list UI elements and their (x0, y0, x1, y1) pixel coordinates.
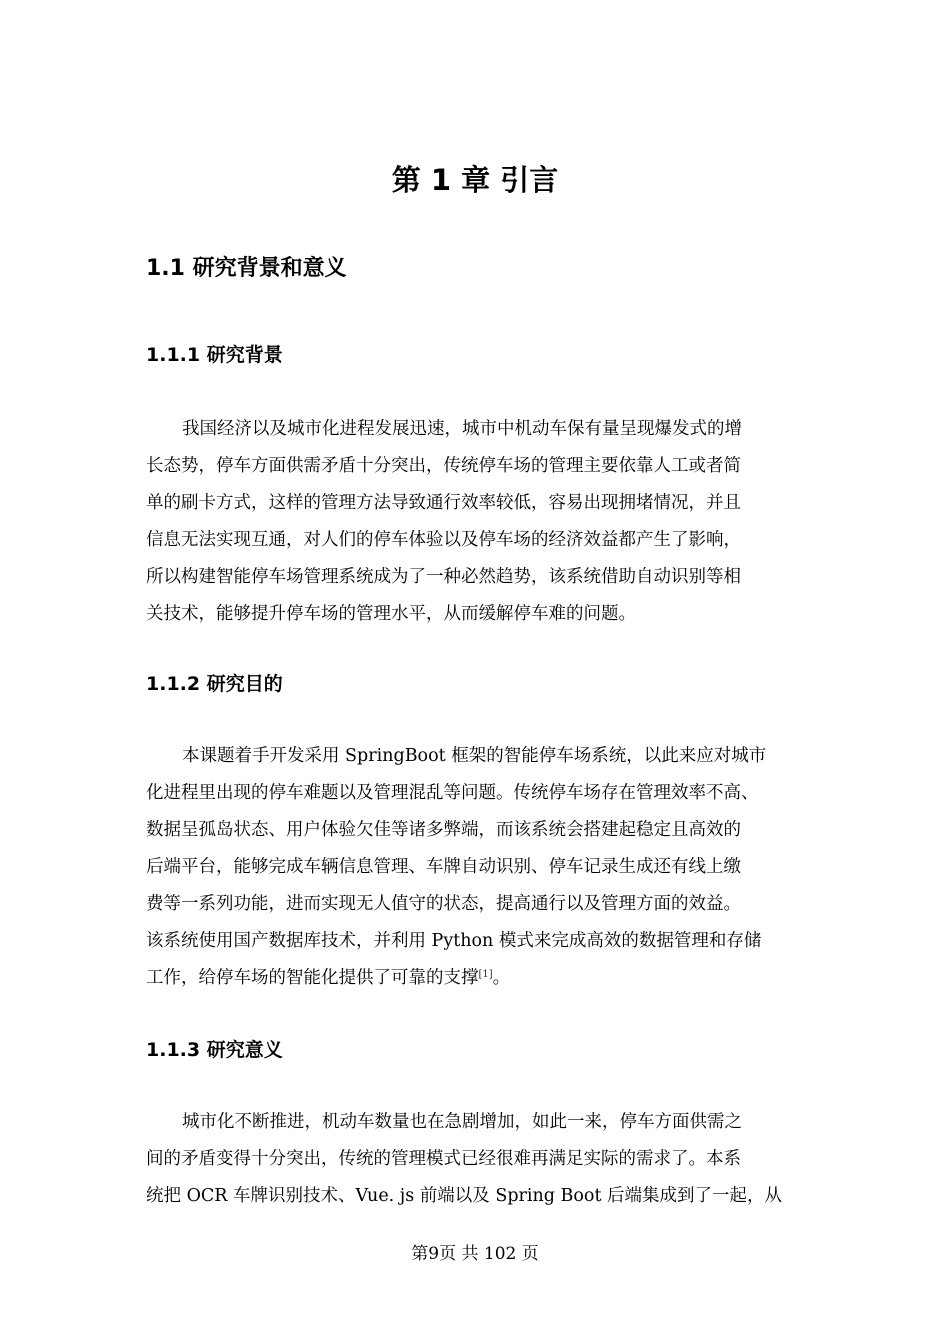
paragraph-line-last (146, 960, 806, 997)
chapter-title: 第 1 章 引言 (391, 163, 559, 197)
paragraph-line: 费等一系列功能，进而实现无人值守的状态，提高通行以及管理方面的效益。 (146, 894, 741, 914)
paragraph-line: 化进程里出现的停车难题以及管理混乱等问题。传统停车场存在管理效率不高、 (146, 783, 759, 803)
paragraph-line: 数据呈孤岛状态、用户体验欠佳等诸多弊端，而该系统会搭建起稳定且高效的 (146, 820, 741, 840)
paragraph-significance (146, 1104, 806, 1215)
paragraph-line: 后端平台，能够完成车辆信息管理、车牌自动识别、停车记录生成还有线上缴 (146, 857, 741, 877)
paragraph-line: 城市化不断推进，机动车数量也在急剧增加，如此一来，停车方面供需之 (182, 1112, 742, 1132)
paragraph-line-end: 。 (492, 968, 511, 988)
paragraph-line: 统把 OCR 车牌识别技术、Vue. js 前端以及 Spring Boot 后端集成到了一起，从 (146, 1186, 783, 1206)
paragraph-line: 所以构建智能停车场管理系统成为了一种必然趋势，该系统借助自动识别等相 (146, 567, 741, 587)
page-footer: 第9页 共 102 页 (411, 1244, 539, 1264)
subsection-title-purpose: 1.1.2 研究目的 (146, 673, 283, 695)
citation-ref[interactable]: [1] (478, 969, 493, 980)
paragraph-background (146, 411, 806, 633)
section-title: 1.1 研究背景和意义 (146, 256, 347, 281)
subsection-title-significance: 1.1.3 研究意义 (146, 1039, 283, 1061)
subsection-title-background: 1.1.1 研究背景 (146, 344, 283, 366)
paragraph-line: 我国经济以及城市化进程发展迅速，城市中机动车保有量呈现爆发式的增 (182, 419, 742, 439)
paragraph-line: 该系统使用国产数据库技术，并利用 Python 模式来完成高效的数据管理和存储 (146, 931, 762, 951)
paragraph-line: 本课题着手开发采用 SpringBoot 框架的智能停车场系统，以此来应对城市 (182, 746, 767, 766)
paragraph-line: 间的矛盾变得十分突出，传统的管理模式已经很难再满足实际的需求了。本系 (146, 1149, 741, 1169)
paragraph-line: 关技术，能够提升停车场的管理水平，从而缓解停车难的问题。 (146, 604, 636, 624)
paragraph-line: 单的刷卡方式，这样的管理方法导致通行效率较低，容易出现拥堵情况，并且 (146, 493, 741, 513)
paragraph-line: 信息无法实现互通，对人们的停车体验以及停车场的经济效益都产生了影响， (146, 530, 741, 550)
paragraph-line-text: 工作，给停车场的智能化提供了可靠的支撑 (146, 968, 479, 988)
paragraph-line: 长态势，停车方面供需矛盾十分突出，传统停车场的管理主要依靠人工或者简 (146, 456, 741, 476)
paragraph-purpose (146, 738, 806, 997)
